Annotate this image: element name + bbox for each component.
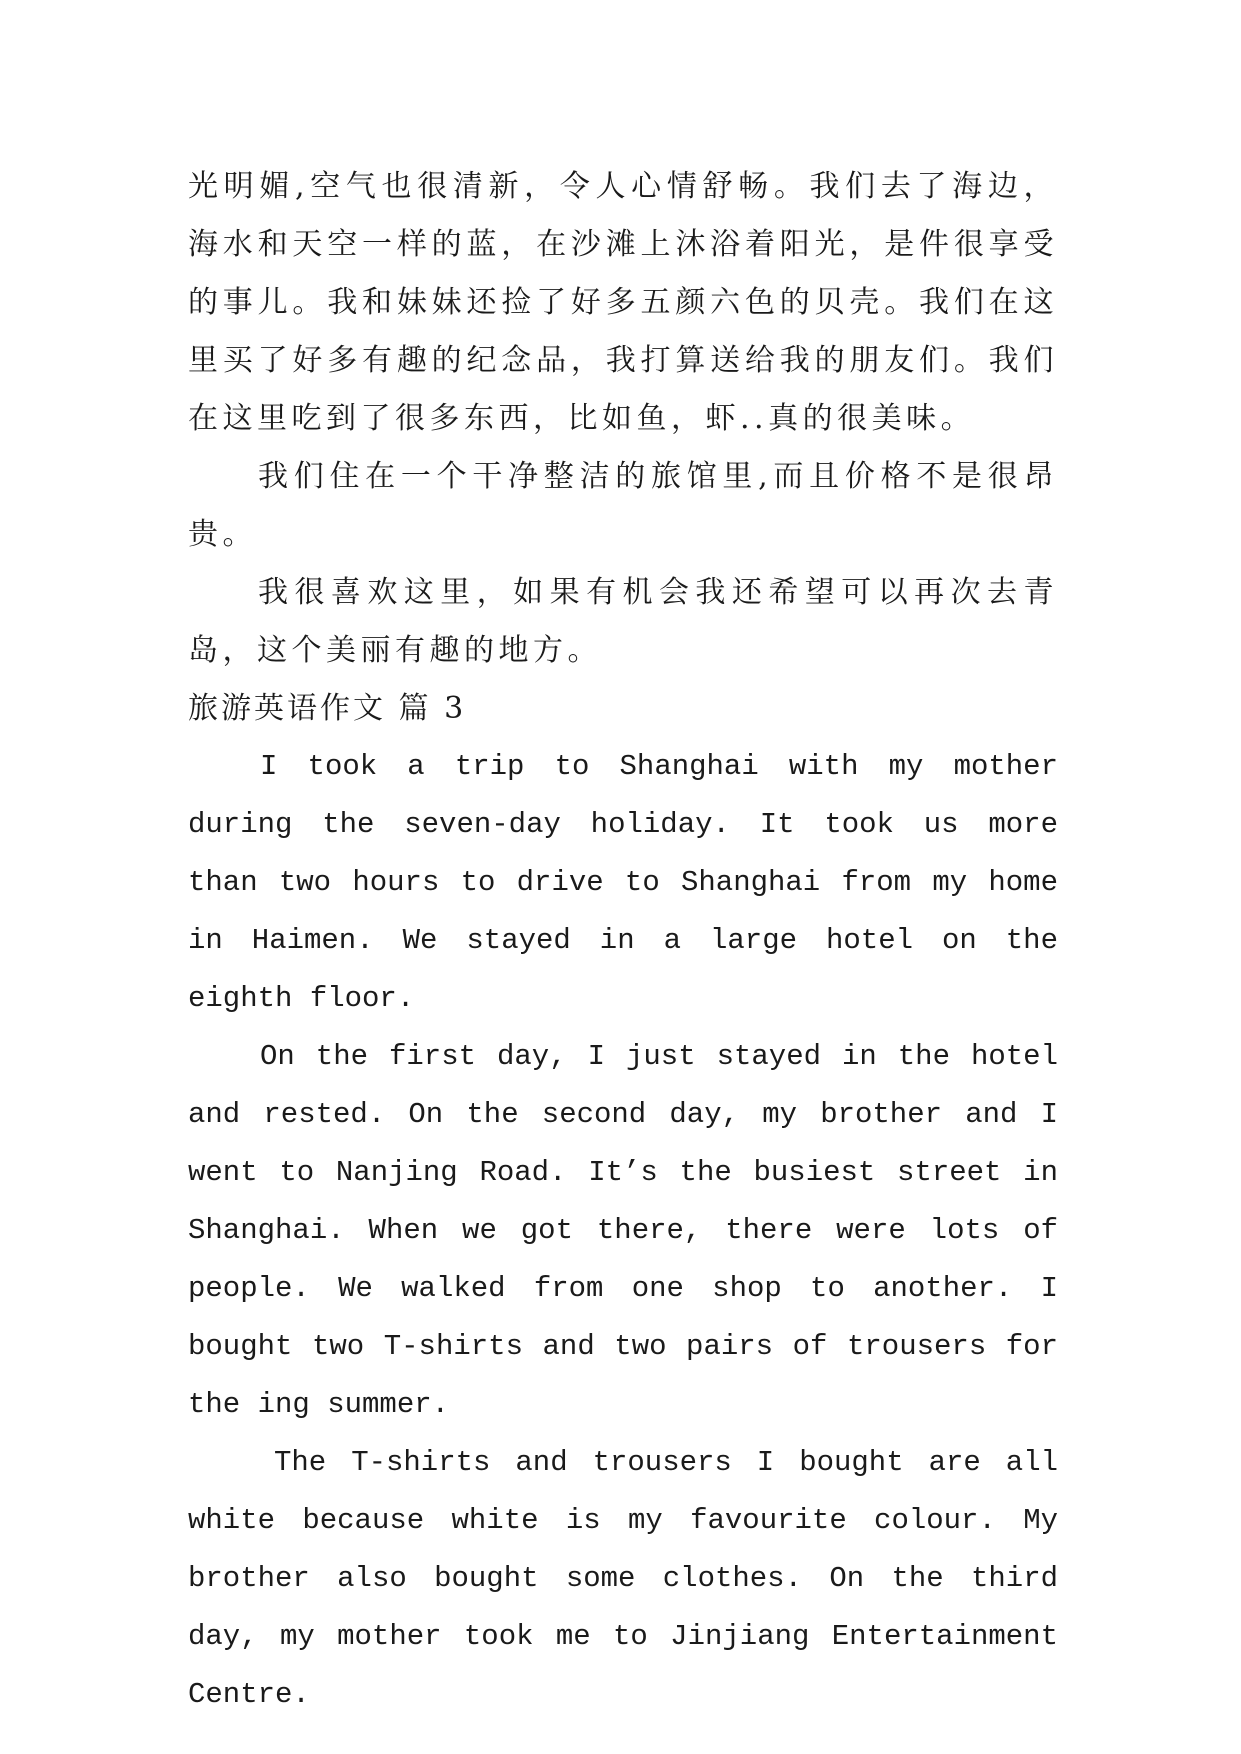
paragraph-zh-1: 光明媚,空气也很清新，令人心情舒畅。我们去了海边，海水和天空一样的蓝，在沙滩上沐浴着阳光，是件很享受的事儿。我和妹妹还捡了好多五颜六色的贝壳。我们在这里买了好多有趣的纪念品，我打算送给我的朋友们。我们在这里吃到了很多东西，比如鱼，虾..真的很美味。: [188, 169, 1058, 436]
paragraph-zh-2: 我们住在一个干净整洁的旅馆里,而且价格不是很昂贵。: [188, 459, 1058, 552]
paragraph-en-2: On the first day, I just stayed in the hotel and rested. On the second day, my brother and I went to Nanjing Road. It’s the busiest street in Shanghai. When we got there, there were lots of people. We walked from one shop to another. I bought two T-shirts and two pairs of trousers for the ing summer.: [188, 1040, 1058, 1421]
paragraph-zh-3: 我很喜欢这里，如果有机会我还希望可以再次去青岛，这个美丽有趣的地方。: [188, 575, 1058, 668]
document-body: [188, 158, 1058, 1724]
paragraph-en-3: The T-shirts and trousers I bought are all white because white is my favourite colour. My brother also bought some clothes. On the third day, my mother took me to Jinjiang Entertainment Centre.: [188, 1446, 1058, 1711]
paragraph-en-1: I took a trip to Shanghai with my mother during the seven-day holiday. It took us more than two hours to drive to Shanghai from my home in Haimen. We stayed in a large hotel on the eighth floor.: [188, 750, 1058, 1015]
section-heading: 旅游英语作文 篇 3: [188, 691, 467, 726]
